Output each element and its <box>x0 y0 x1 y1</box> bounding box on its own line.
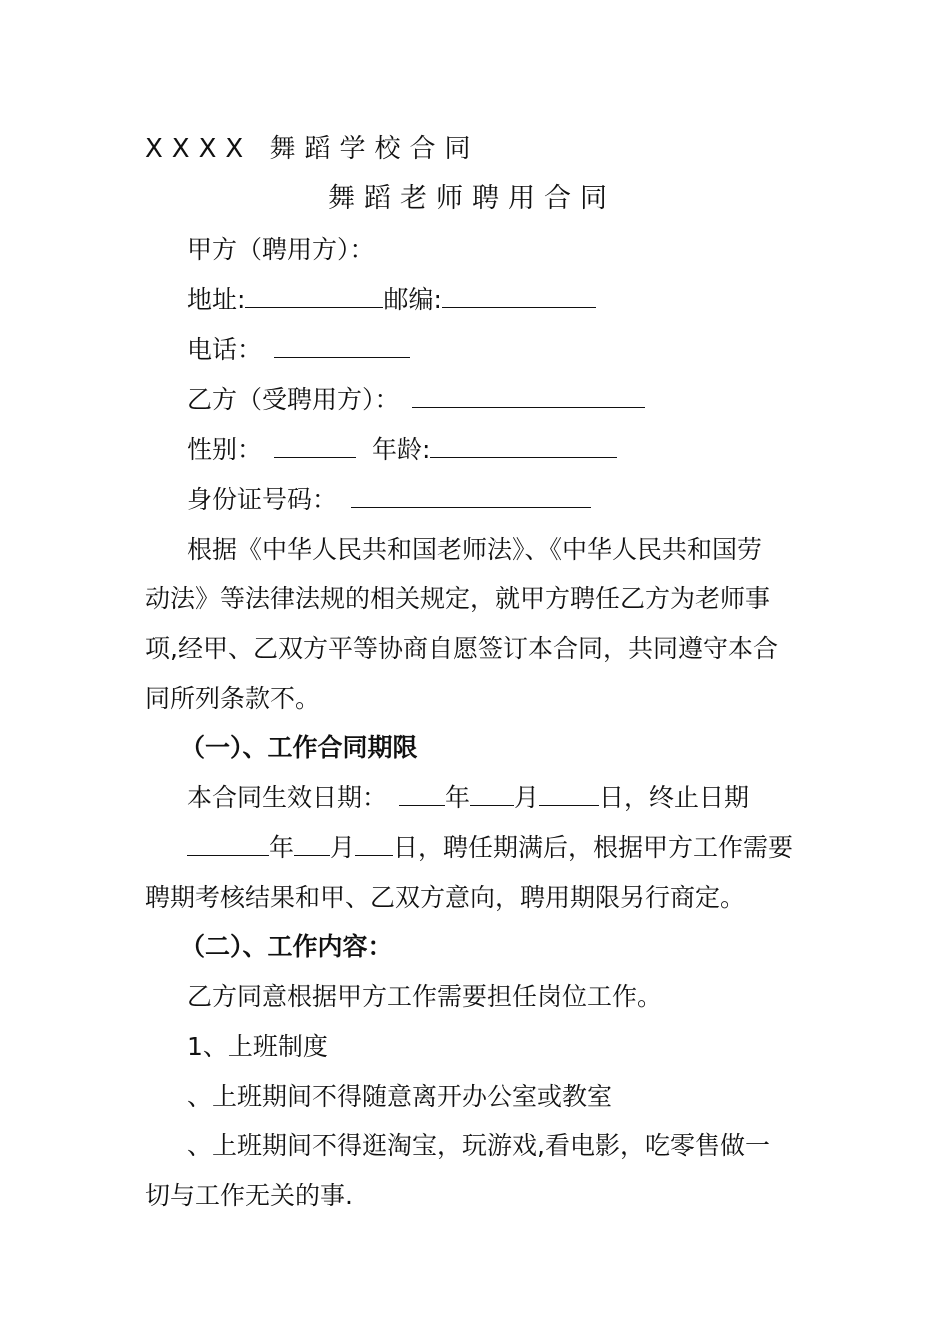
party-b-row <box>187 385 645 415</box>
section1-heading: （一）、工作合同期限 <box>180 733 418 762</box>
year-label: 年 <box>445 783 471 812</box>
effective-date-row <box>187 783 749 813</box>
end-day-blank <box>355 833 393 856</box>
phone-row <box>187 335 410 365</box>
postcode-label: 邮编: <box>383 285 442 314</box>
party-a-label: 甲方（聘用方）： <box>187 235 375 264</box>
intro-line-4: 同所列条款不。 <box>145 684 321 713</box>
end-year-blank <box>187 833 269 856</box>
address-blank <box>245 285 383 308</box>
end-month-blank <box>294 833 330 856</box>
month-label: 月 <box>514 783 540 812</box>
end-day-label: 日，聘任期满后，根据甲方工作需要 <box>393 833 794 862</box>
rule-2-line-1: 、上班期间不得逛淘宝，玩游戏,看电影，吃零售做一 <box>187 1131 770 1160</box>
phone-blank <box>274 335 410 358</box>
day-label: 日，终止日期 <box>599 783 750 812</box>
rule-2-line-2: 切与工作无关的事. <box>145 1181 353 1210</box>
day-blank <box>539 783 599 806</box>
phone-label: 电话： <box>187 335 263 364</box>
termination-date-row <box>187 833 793 863</box>
effective-label: 本合同生效日期： <box>187 783 388 812</box>
id-row <box>187 485 591 515</box>
year-blank <box>399 783 445 806</box>
work-schedule-item: 1、上班制度 <box>187 1032 328 1061</box>
gender-label: 性别： <box>187 435 263 464</box>
contract-title: 舞蹈老师聘用合同 <box>328 183 616 214</box>
intro-line-1: 根据《中华人民共和国老师法》、《中华人民共和国劳 <box>187 535 763 564</box>
gender-blank <box>274 435 356 458</box>
term-note: 聘期考核结果和甲、乙双方意向，聘用期限另行商定。 <box>145 883 746 912</box>
address-label: 地址: <box>187 285 246 314</box>
postcode-blank <box>442 285 596 308</box>
age-label: 年龄: <box>372 435 431 464</box>
id-blank <box>351 485 591 508</box>
address-row <box>187 285 596 315</box>
intro-line-2: 动法》等法律法规的相关规定，就甲方聘任乙方为老师事 <box>145 584 771 613</box>
gender-age-row <box>187 435 617 465</box>
party-b-label: 乙方（受聘用方）： <box>187 385 400 414</box>
age-blank <box>430 435 617 458</box>
end-month-label: 月 <box>330 833 356 862</box>
intro-line-3: 项,经甲、乙双方平等协商自愿签订本合同，共同遵守本合 <box>145 634 778 663</box>
section2-heading: （二）、工作内容： <box>180 932 393 961</box>
end-year-label: 年 <box>269 833 295 862</box>
id-label: 身份证号码： <box>187 485 338 514</box>
month-blank <box>470 783 514 806</box>
work-content-line: 乙方同意根据甲方工作需要担任岗位工作。 <box>187 982 663 1011</box>
school-title: XXXX 舞蹈学校合同 <box>145 134 480 164</box>
party-b-blank <box>412 385 645 408</box>
rule-1: 、上班期间不得随意离开办公室或教室 <box>187 1082 613 1111</box>
